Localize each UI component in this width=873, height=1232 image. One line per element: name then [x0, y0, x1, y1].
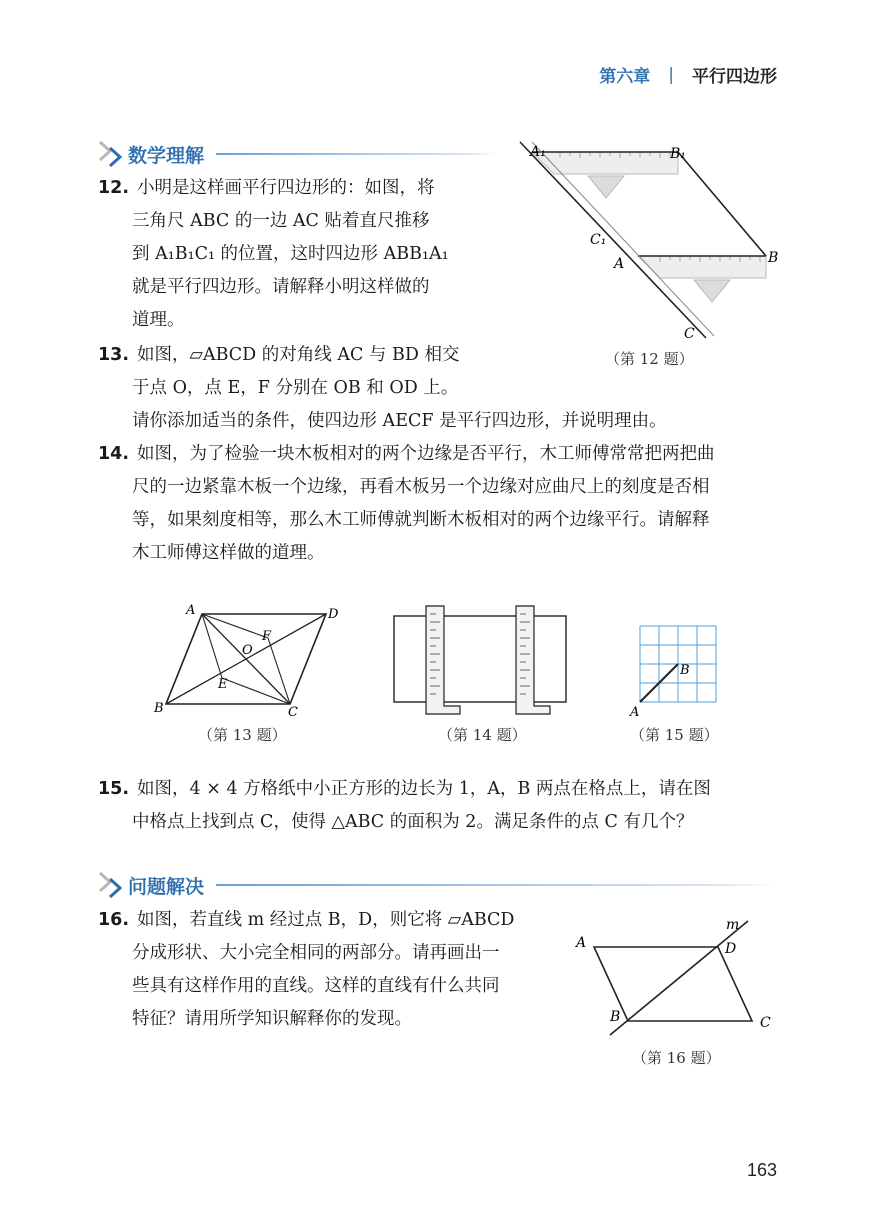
problem-line: 如图，为了检验一块木板相对的两个边缘是否平行，木工师傅常常把两把曲 [137, 444, 715, 464]
section-title-problem-solving [96, 869, 776, 901]
problem-line: 如图，若直线 m 经过点 B，D，则它将 ▱ABCD [137, 910, 515, 930]
figure-16-diagram [570, 915, 790, 1040]
problem-line: 请你添加适当的条件，使四边形 AECF 是平行四边形，并说明理由。 [132, 411, 667, 431]
chapter-label: 第六章 [599, 67, 651, 87]
label-b: B [610, 1009, 621, 1025]
problem-13 [98, 339, 798, 438]
problem-line: 中格点上找到点 C，使得 △ABC 的面积为 2。满足条件的点 C 有几个？ [132, 812, 694, 832]
label-b: B [154, 701, 164, 716]
label-d: D [328, 607, 339, 622]
problem-line: 特征？请用所学知识解释你的发现。 [132, 1009, 412, 1029]
problem-line: 于点 O，点 E，F 分别在 OB 和 OD 上。 [132, 378, 459, 398]
label-b: B [768, 250, 779, 266]
section-title-text: 问题解决 [128, 875, 205, 898]
problem-16 [98, 904, 558, 1036]
section-title-understanding [96, 138, 496, 170]
line-m [610, 921, 748, 1035]
problem-line: 尺的一边紧靠木板一个边缘，再看木板另一个边缘对应曲尺上的刻度是否相 [132, 477, 710, 497]
problem-12 [98, 172, 508, 337]
figure-15-caption: （第 15 题） [630, 726, 719, 744]
section-divider [216, 884, 776, 886]
label-a: A [630, 705, 640, 720]
figure-13-diagram [150, 600, 350, 720]
chapter-header [599, 62, 777, 87]
figure-14-caption: （第 14 题） [438, 726, 527, 744]
header-separator: | [668, 64, 674, 85]
problem-line: 分成形状、大小完全相同的两部分。请再画出一 [132, 943, 500, 963]
ruler-bottom [638, 256, 766, 278]
problem-line: 道理。 [132, 310, 185, 330]
problem-line: 到 A₁B₁C₁ 的位置，这时四边形 ABB₁A₁ [132, 244, 449, 264]
problem-line: 小明是这样画平行四边形的：如图，将 [137, 178, 435, 198]
problem-number: 15. [98, 779, 130, 799]
figure-15-grid [622, 620, 722, 720]
label-b1: B₁ [670, 146, 686, 162]
label-d: D [725, 941, 737, 957]
problem-line: 等，如果刻度相等，那么木工师傅就判断木板相对的两个边缘平行。请解释 [132, 510, 710, 530]
label-a: A [576, 935, 587, 951]
problem-number: 14. [98, 444, 130, 464]
problem-line: 三角尺 ABC 的一边 AC 贴着直尺推移 [132, 211, 430, 231]
label-c: C [684, 326, 695, 342]
figure-12-caption: （第 12 题） [605, 350, 694, 368]
figure-12-diagram [510, 140, 790, 350]
problem-14 [98, 438, 798, 570]
triangle-ruler-bottom [694, 280, 730, 302]
problem-line: 木工师傅这样做的道理。 [132, 543, 325, 563]
label-a: A [614, 256, 625, 272]
problem-number: 16. [98, 910, 130, 930]
figure-14-diagram [390, 602, 572, 724]
label-c1: C₁ [590, 232, 607, 248]
chapter-title: 平行四边形 [692, 67, 777, 87]
label-o: O [242, 643, 253, 658]
problem-line: 如图，▱ABCD 的对角线 AC 与 BD 相交 [137, 345, 460, 365]
label-f: F [262, 629, 272, 644]
problem-line: 些具有这样作用的直线。这样的直线有什么共同 [132, 976, 500, 996]
chevron-right-icon [96, 138, 126, 170]
figure-13-caption: （第 13 题） [198, 726, 287, 744]
ruler-top [532, 152, 678, 174]
problem-line: 就是平行四边形。请解释小明这样做的 [132, 277, 430, 297]
label-e: E [218, 677, 228, 692]
label-c: C [760, 1015, 771, 1031]
problem-15 [98, 773, 798, 839]
label-m: m [726, 917, 740, 933]
problem-number: 13. [98, 345, 130, 365]
section-divider [216, 153, 496, 155]
section-title-text: 数学理解 [128, 144, 205, 167]
label-a: A [186, 603, 196, 618]
problem-number: 12. [98, 178, 130, 198]
problem-line: 如图，4 × 4 方格纸中小正方形的边长为 1，A，B 两点在格点上，请在图 [137, 779, 711, 799]
triangle-ruler-top [588, 176, 624, 198]
page-number: 163 [746, 1160, 777, 1180]
wood-board [394, 616, 566, 702]
chevron-right-icon [96, 869, 126, 901]
figure-16-caption: （第 16 题） [632, 1049, 721, 1067]
label-a1: A₁ [530, 144, 546, 160]
label-b: B [680, 663, 690, 678]
label-c: C [288, 705, 298, 720]
